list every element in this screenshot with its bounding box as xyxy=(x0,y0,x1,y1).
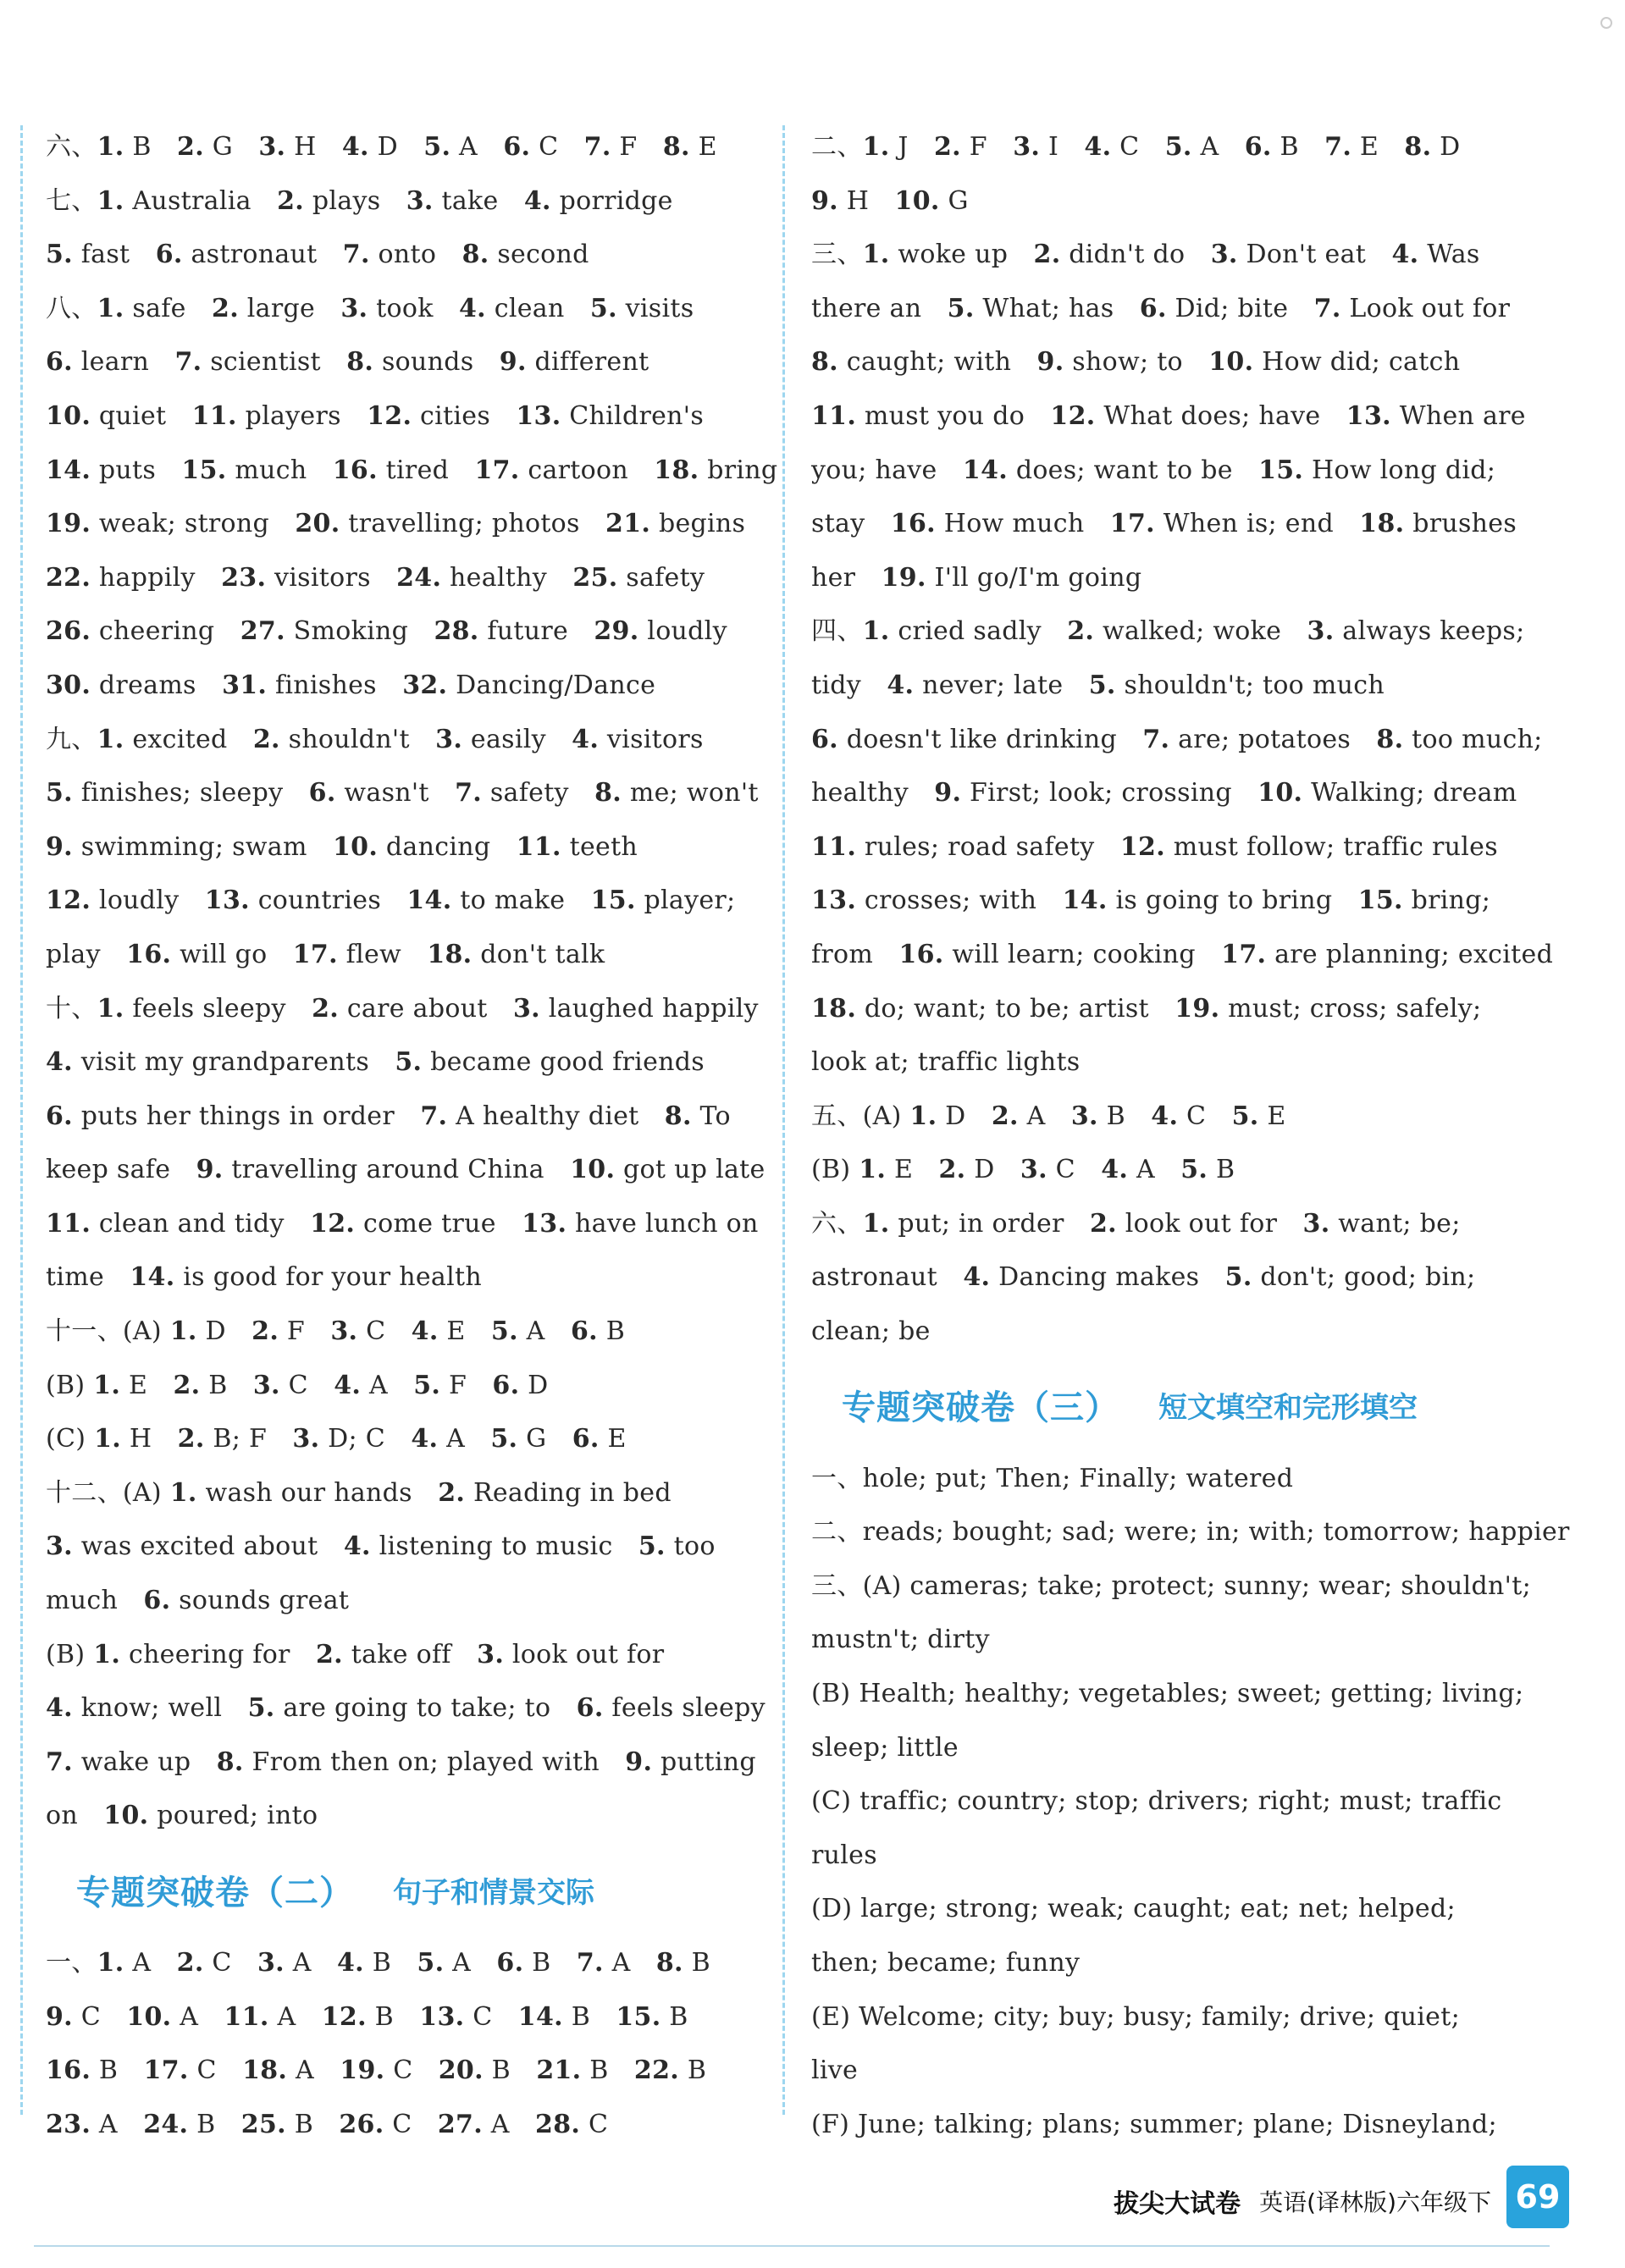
answer-line: (B) 1. cheering for 2. take off 3. look out for xyxy=(46,1639,665,1669)
page-footer xyxy=(1114,2171,1491,2231)
corner-mark xyxy=(1600,17,1612,29)
answer-line: 5. fast 6. astronaut 7. onto 8. second xyxy=(46,240,589,270)
answer-line: 16. B 17. C 18. A 19. C 20. B 21. B 22. B xyxy=(46,2056,707,2086)
book-brand: 拔尖大试卷 xyxy=(1114,2189,1241,2219)
answer-line: 26. cheering 27. Smoking 28. future 29. loudly xyxy=(46,616,727,647)
left-column xyxy=(46,120,778,2151)
answer-line: 3. was excited about 4. listening to music 5. too xyxy=(46,1531,716,1562)
answer-line: (B) 1. E 2. B 3. C 4. A 5. F 6. D xyxy=(46,1370,549,1400)
answer-line: 一、1. A 2. C 3. A 4. B 5. A 6. B 7. A 8. B xyxy=(46,1948,710,1978)
answer-line: mustn't; dirty xyxy=(811,1625,990,1655)
page-number-badge: 69 xyxy=(1506,2166,1569,2228)
answer-line: 六、1. put; in order 2. look out for 3. want; be; xyxy=(811,1208,1461,1239)
answer-line: her 19. I'll go/I'm going xyxy=(811,562,1142,593)
answer-line: clean; be xyxy=(811,1316,931,1347)
answer-line: 9. swimming; swam 10. dancing 11. teeth xyxy=(46,831,638,862)
left-margin-divider xyxy=(20,125,23,2115)
answer-line: 六、1. B 2. G 3. H 4. D 5. A 6. C 7. F 8. E xyxy=(46,132,717,162)
answer-line: 11. must you do 12. What does; have 13. When are xyxy=(811,400,1526,431)
answer-line: sleep; little xyxy=(811,1732,959,1763)
answer-line: 七、1. Australia 2. plays 3. take 4. porridge xyxy=(46,185,673,216)
right-column xyxy=(811,120,1570,2151)
answer-line: (B) 1. E 2. D 3. C 4. A 5. B xyxy=(811,1155,1235,1185)
answer-line: 30. dreams 31. finishes 32. Dancing/Dance xyxy=(46,670,656,700)
answer-line: 二、reads; bought; sad; were; in; with; tomorrow; happier xyxy=(811,1517,1570,1548)
bottom-rule xyxy=(34,2245,1550,2247)
answer-line: 10. quiet 11. players 12. cities 13. Children's xyxy=(46,400,705,431)
answer-line: 11. clean and tidy 12. come true 13. have lunch on xyxy=(46,1208,759,1239)
answer-line: 九、1. excited 2. shouldn't 3. easily 4. visitors xyxy=(46,724,704,754)
answer-line: 22. happily 23. visitors 24. healthy 25. safety xyxy=(46,562,705,593)
answer-line: 13. crosses; with 14. is going to bring 15. bring; xyxy=(811,886,1491,916)
answer-line: 12. loudly 13. countries 14. to make 15. player; xyxy=(46,886,736,916)
answer-line: time 14. is good for your health xyxy=(46,1262,482,1293)
answer-line: 十、1. feels sleepy 2. care about 3. laughed happily xyxy=(46,993,759,1024)
answer-line: then; became; funny xyxy=(811,1948,1081,1978)
answer-line: 4. know; well 5. are going to take; to 6. feels sleepy xyxy=(46,1693,766,1724)
section-subtitle: 短文填空和完形填空 xyxy=(1158,1391,1418,1426)
answer-line: (E) Welcome; city; buy; busy; family; drive; quiet; xyxy=(811,2001,1461,2032)
answer-line: 9. C 10. A 11. A 12. B 13. C 14. B 15. B xyxy=(46,2001,688,2032)
right-answer-block-2 xyxy=(811,1452,1570,2152)
section-title: 专题突破卷（二） xyxy=(76,1873,354,1912)
answer-line: 一、hole; put; Then; Finally; watered xyxy=(811,1463,1294,1493)
answer-line: 二、1. J 2. F 3. I 4. C 5. A 6. B 7. E 8. D xyxy=(811,132,1461,162)
answer-line: 11. rules; road safety 12. must follow; traffic rules xyxy=(811,831,1498,862)
answer-line: 7. wake up 8. From then on; played with 9. putting xyxy=(46,1747,756,1777)
answer-line: 6. learn 7. scientist 8. sounds 9. different xyxy=(46,347,649,378)
answer-line: (F) June; talking; plans; summer; plane; Disneyland; xyxy=(811,2109,1497,2139)
answer-line: on 10. poured; into xyxy=(46,1801,318,1831)
answer-line: much 6. sounds great xyxy=(46,1586,350,1616)
section-heading-3 xyxy=(811,1359,1514,1452)
answer-line: 十一、(A) 1. D 2. F 3. C 4. E 5. A 6. B xyxy=(46,1316,626,1347)
answer-line: from 16. will learn; cooking 17. are planning; excited xyxy=(811,939,1554,969)
answer-line: keep safe 9. travelling around China 10. got up late xyxy=(46,1155,766,1185)
left-answer-block-2 xyxy=(46,1936,762,2151)
answer-line: you; have 14. does; want to be 15. How long did; xyxy=(811,455,1496,485)
answer-line: 8. caught; with 9. show; to 10. How did; catch xyxy=(811,347,1461,378)
answer-line: 19. weak; strong 20. travelling; photos 21. begins xyxy=(46,509,746,539)
answer-line: tidy 4. never; late 5. shouldn't; too much xyxy=(811,670,1385,700)
answer-line: 4. visit my grandparents 5. became good friends xyxy=(46,1047,705,1078)
left-answer-block xyxy=(46,120,778,1843)
section-heading-2 xyxy=(46,1843,762,1936)
book-subject: 英语(译林版)六年级下 xyxy=(1259,2188,1491,2216)
right-answer-block xyxy=(811,120,1554,1359)
column-divider xyxy=(782,125,785,2115)
answer-line: 十二、(A) 1. wash our hands 2. Reading in bed xyxy=(46,1477,672,1508)
answer-line: (B) Health; healthy; vegetables; sweet; getting; living; xyxy=(811,1679,1524,1709)
section-title: 专题突破卷（三） xyxy=(842,1388,1119,1428)
answer-line: 五、(A) 1. D 2. A 3. B 4. C 5. E xyxy=(811,1101,1286,1131)
answer-line: 八、1. safe 2. large 3. took 4. clean 5. visits xyxy=(46,293,694,323)
answer-line: healthy 9. First; look; crossing 10. Walking; dream xyxy=(811,778,1517,808)
answer-line: 23. A 24. B 25. B 26. C 27. A 28. C xyxy=(46,2109,609,2139)
answer-line: look at; traffic lights xyxy=(811,1047,1081,1078)
answer-line: live xyxy=(811,2056,859,2086)
answer-line: 14. puts 15. much 16. tired 17. cartoon 18. bring xyxy=(46,455,778,485)
answer-line: 四、1. cried sadly 2. walked; woke 3. always keeps; xyxy=(811,616,1525,647)
answer-line: 三、(A) cameras; take; protect; sunny; wear; shouldn't; xyxy=(811,1570,1531,1601)
answer-line: astronaut 4. Dancing makes 5. don't; good; bin; xyxy=(811,1262,1476,1293)
answer-line: 6. doesn't like drinking 7. are; potatoes 8. too much; xyxy=(811,724,1543,754)
answer-line: stay 16. How much 17. When is; end 18. brushes xyxy=(811,509,1517,539)
answer-line: 18. do; want; to be; artist 19. must; cross; safely; xyxy=(811,993,1482,1024)
answer-line: (D) large; strong; weak; caught; eat; net; helped; xyxy=(811,1894,1456,1924)
answer-line: 6. puts her things in order 7. A healthy diet 8. To xyxy=(46,1101,731,1131)
section-subtitle: 句子和情景交际 xyxy=(393,1875,594,1910)
answer-line: rules xyxy=(811,1840,877,1870)
answer-line: (C) traffic; country; stop; drivers; right; must; traffic xyxy=(811,1786,1502,1817)
answer-line: 5. finishes; sleepy 6. wasn't 7. safety 8. me; won't xyxy=(46,778,759,808)
answer-line: 9. H 10. G xyxy=(811,185,969,216)
answer-line: play 16. will go 17. flew 18. don't talk xyxy=(46,939,605,969)
answer-line: (C) 1. H 2. B; F 3. D; C 4. A 5. G 6. E xyxy=(46,1424,627,1454)
answer-line: 三、1. woke up 2. didn't do 3. Don't eat 4. Was xyxy=(811,240,1480,270)
answer-line: there an 5. What; has 6. Did; bite 7. Look out for xyxy=(811,293,1511,323)
